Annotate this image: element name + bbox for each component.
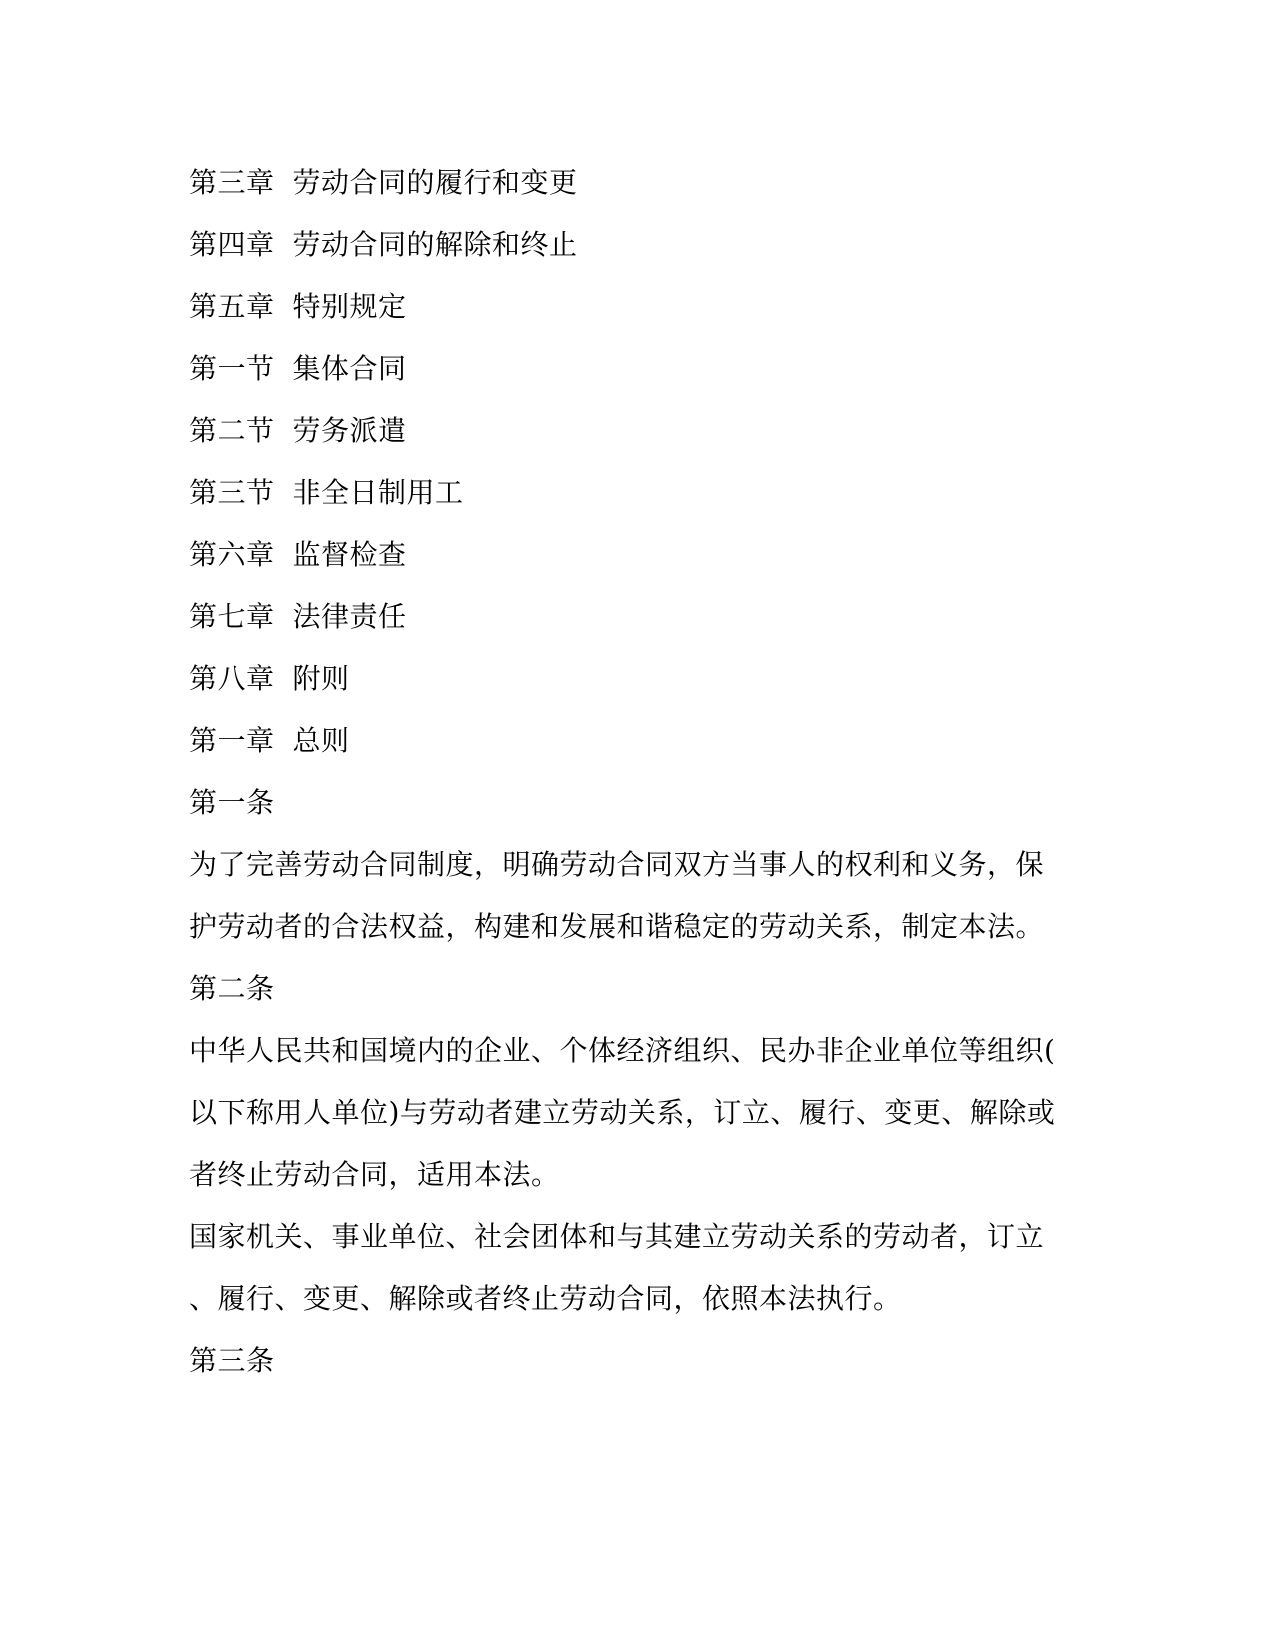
toc-entry xyxy=(189,228,578,262)
toc-number: 第八章 xyxy=(189,662,275,695)
toc-title: 特别规定 xyxy=(292,290,407,323)
paragraph-line: 以下称用人单位)与劳动者建立劳动关系，订立、履行、变更、解除或 xyxy=(189,1096,1056,1129)
toc-entry xyxy=(189,538,407,572)
toc-title: 附则 xyxy=(292,662,350,695)
toc-number: 第二节 xyxy=(189,414,275,447)
chapter-number: 第一章 xyxy=(189,724,275,757)
chapter-title: 总则 xyxy=(292,724,350,757)
toc-number: 第三节 xyxy=(189,476,275,509)
toc-entry xyxy=(189,662,350,696)
toc-title: 法律责任 xyxy=(292,600,407,633)
toc-entry xyxy=(189,600,407,634)
toc-entry xyxy=(189,476,464,510)
toc-number: 第一节 xyxy=(189,352,275,385)
toc-number: 第七章 xyxy=(189,600,275,633)
toc-entry xyxy=(189,290,407,324)
paragraph-line: 者终止劳动合同，适用本法。 xyxy=(189,1158,560,1191)
chapter-heading xyxy=(189,724,350,758)
paragraph-line: 中华人民共和国境内的企业、个体经济组织、民办非企业单位等组织( xyxy=(189,1034,1056,1067)
article-heading: 第二条 xyxy=(189,972,275,1005)
toc-title: 劳务派遣 xyxy=(292,414,407,447)
toc-number: 第三章 xyxy=(189,166,275,199)
toc-entry xyxy=(189,414,407,448)
paragraph-line: 为了完善劳动合同制度，明确劳动合同双方当事人的权利和义务，保 xyxy=(189,848,1045,881)
toc-entry xyxy=(189,166,578,200)
toc-title: 非全日制用工 xyxy=(292,476,464,509)
paragraph-line: 护劳动者的合法权益，构建和发展和谐稳定的劳动关系，制定本法。 xyxy=(189,910,1045,943)
toc-number: 第五章 xyxy=(189,290,275,323)
toc-title: 监督检查 xyxy=(292,538,407,571)
toc-title: 集体合同 xyxy=(292,352,407,385)
toc-entry xyxy=(189,352,407,386)
toc-number: 第四章 xyxy=(189,228,275,261)
article-heading: 第三条 xyxy=(189,1344,275,1377)
article-heading: 第一条 xyxy=(189,786,275,819)
toc-number: 第六章 xyxy=(189,538,275,571)
paragraph-line: 、履行、变更、解除或者终止劳动合同，依照本法执行。 xyxy=(189,1282,902,1315)
toc-title: 劳动合同的解除和终止 xyxy=(292,228,578,261)
paragraph-line: 国家机关、事业单位、社会团体和与其建立劳动关系的劳动者，订立 xyxy=(189,1220,1045,1253)
toc-title: 劳动合同的履行和变更 xyxy=(292,166,578,199)
